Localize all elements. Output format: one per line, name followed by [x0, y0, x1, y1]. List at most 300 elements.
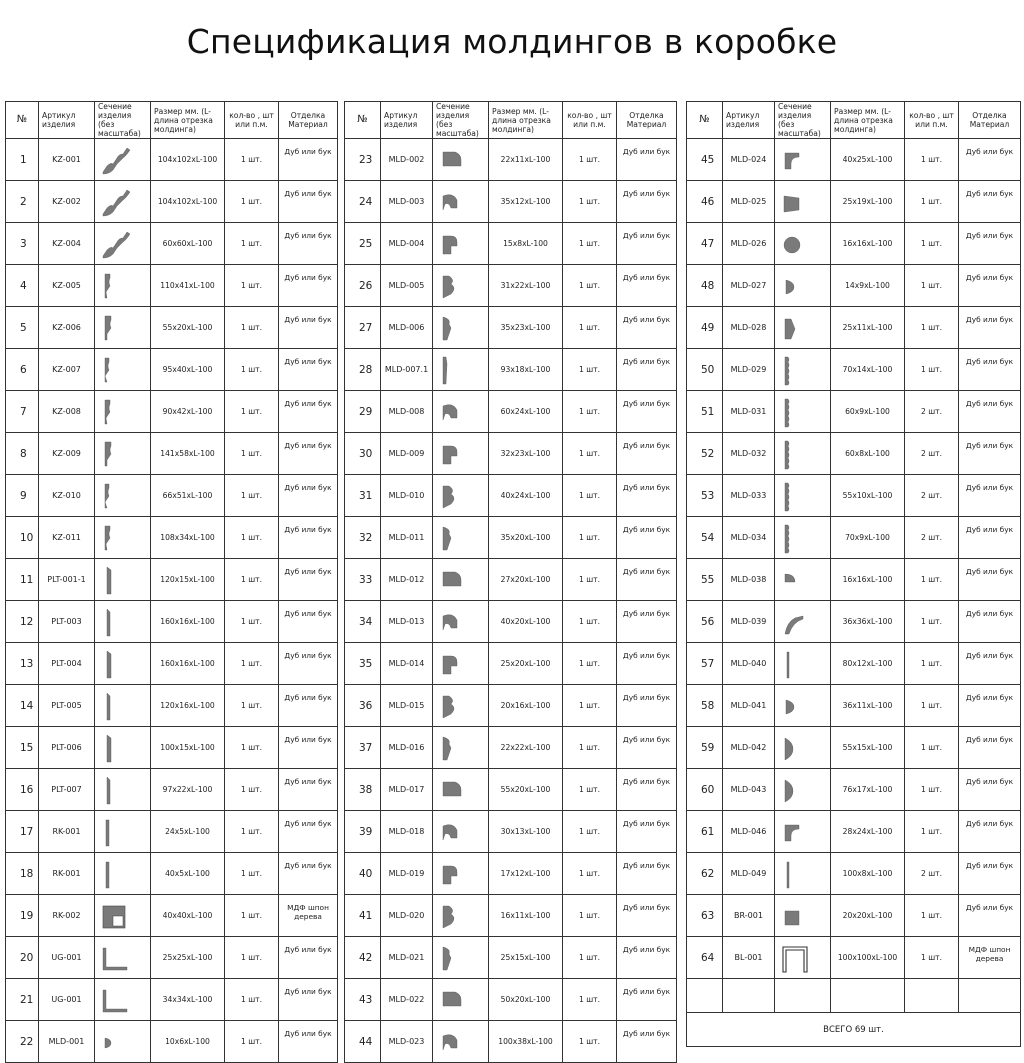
finish-value: Дуб или бук — [279, 769, 338, 811]
article-code: MLD-020 — [381, 895, 433, 937]
quantity-value: 1 шт. — [225, 433, 279, 475]
finish-value: Дуб или бук — [617, 559, 677, 601]
header-art: Артикул изделия — [39, 102, 95, 139]
article-code: KZ-001 — [39, 139, 95, 181]
quantity-value: 1 шт. — [905, 349, 959, 391]
finish-value: Дуб или бук — [959, 559, 1021, 601]
section-cell — [775, 517, 831, 559]
quantity-value: 1 шт. — [563, 685, 617, 727]
row-number: 45 — [687, 139, 723, 181]
quantity-value: 1 шт. — [563, 181, 617, 223]
article-code: KZ-011 — [39, 517, 95, 559]
finish-value: Дуб или бук — [959, 265, 1021, 307]
finish-value: Дуб или бук — [617, 223, 677, 265]
table-row — [687, 811, 1021, 853]
moulding-profile-icon — [437, 228, 471, 260]
quantity-value: 1 шт. — [563, 727, 617, 769]
quantity-value: 1 шт. — [225, 895, 279, 937]
quantity-value: 1 шт. — [225, 601, 279, 643]
table-row — [6, 307, 338, 349]
row-number: 40 — [345, 853, 381, 895]
quantity-value: 1 шт. — [563, 265, 617, 307]
finish-value: Дуб или бук — [959, 727, 1021, 769]
moulding-profile-icon — [437, 858, 471, 890]
size-value: 15x8xL-100 — [489, 223, 563, 265]
article-code: MLD-007.1 — [381, 349, 433, 391]
quantity-value: 1 шт. — [225, 223, 279, 265]
round-rod-icon — [779, 228, 813, 260]
section-cell — [775, 685, 831, 727]
quantity-value: 1 шт. — [905, 811, 959, 853]
size-value: 100x8xL-100 — [831, 853, 905, 895]
half-round-icon — [779, 690, 813, 722]
quantity-value: 1 шт. — [905, 223, 959, 265]
finish-value: Дуб или бук — [617, 853, 677, 895]
table-row — [6, 601, 338, 643]
finish-value: Дуб или бук — [617, 517, 677, 559]
section-cell — [433, 139, 489, 181]
table-row — [345, 559, 677, 601]
half-round-icon — [99, 1026, 133, 1058]
table-row — [6, 139, 338, 181]
table-row — [6, 517, 338, 559]
section-cell — [775, 433, 831, 475]
moulding-profile-icon — [437, 144, 471, 176]
section-cell — [775, 853, 831, 895]
row-number: 23 — [345, 139, 381, 181]
article-code: KZ-008 — [39, 391, 95, 433]
header-art: Артикул изделия — [381, 102, 433, 139]
article-code: KZ-004 — [39, 223, 95, 265]
spec-table-2 — [344, 101, 677, 1063]
quantity-value: 1 шт. — [563, 223, 617, 265]
finish-value: Дуб или бук — [617, 433, 677, 475]
finish-value: Дуб или бук — [617, 1021, 677, 1063]
quantity-value: 1 шт. — [225, 139, 279, 181]
empty-cell — [687, 979, 723, 1013]
table-row — [345, 769, 677, 811]
row-number: 62 — [687, 853, 723, 895]
section-cell — [95, 643, 151, 685]
table-row — [687, 307, 1021, 349]
finish-value: МДФ шпон дерева — [959, 937, 1021, 979]
article-code: MLD-042 — [723, 727, 775, 769]
fluted-strip-icon — [779, 522, 813, 554]
empty-cell — [905, 979, 959, 1013]
quantity-value: 1 шт. — [563, 811, 617, 853]
empty-cell — [959, 979, 1021, 1013]
table-row — [6, 643, 338, 685]
article-code: MLD-011 — [381, 517, 433, 559]
row-number: 48 — [687, 265, 723, 307]
table-row — [6, 1021, 338, 1063]
quantity-value: 1 шт. — [905, 685, 959, 727]
row-number: 13 — [6, 643, 39, 685]
row-number: 34 — [345, 601, 381, 643]
table-row — [6, 895, 338, 937]
size-value: 110x41xL-100 — [151, 265, 225, 307]
finish-value: Дуб или бук — [617, 727, 677, 769]
quantity-value: 1 шт. — [563, 979, 617, 1021]
article-code: MLD-015 — [381, 685, 433, 727]
article-code: KZ-009 — [39, 433, 95, 475]
table-row — [345, 433, 677, 475]
size-value: 14x9xL-100 — [831, 265, 905, 307]
finish-value: Дуб или бук — [279, 265, 338, 307]
section-cell — [95, 391, 151, 433]
section-cell — [95, 853, 151, 895]
table-row — [6, 391, 338, 433]
section-cell — [95, 559, 151, 601]
table-row — [345, 811, 677, 853]
moulding-profile-icon — [437, 690, 471, 722]
table-row — [345, 349, 677, 391]
quantity-value: 1 шт. — [225, 307, 279, 349]
section-cell — [433, 937, 489, 979]
quantity-value: 2 шт. — [905, 475, 959, 517]
row-number: 3 — [6, 223, 39, 265]
header-size: Размер мм. (L-длина отрезка молдинга) — [489, 102, 563, 139]
header-section: Сечение изделия (без масштаба) — [775, 102, 831, 139]
size-value: 28x24xL-100 — [831, 811, 905, 853]
article-code: BL-001 — [723, 937, 775, 979]
quantity-value: 1 шт. — [905, 601, 959, 643]
section-cell — [95, 769, 151, 811]
finish-value: Дуб или бук — [279, 853, 338, 895]
article-code: MLD-008 — [381, 391, 433, 433]
section-cell — [433, 265, 489, 307]
flat-strip-icon — [99, 816, 133, 848]
empty-cell — [831, 979, 905, 1013]
quantity-value: 1 шт. — [905, 643, 959, 685]
fluted-strip-icon — [779, 438, 813, 470]
table-row — [687, 937, 1021, 979]
article-code: MLD-018 — [381, 811, 433, 853]
half-round-icon — [779, 774, 813, 806]
size-value: 30x13xL-100 — [489, 811, 563, 853]
size-value: 90x42xL-100 — [151, 391, 225, 433]
section-cell — [433, 643, 489, 685]
quantity-value: 2 шт. — [905, 517, 959, 559]
moulding-profile-icon — [779, 312, 813, 344]
article-code: PLT-003 — [39, 601, 95, 643]
quantity-value: 1 шт. — [905, 307, 959, 349]
spec-table-1 — [5, 101, 338, 1063]
quantity-value: 1 шт. — [905, 895, 959, 937]
table-row — [687, 895, 1021, 937]
section-cell — [433, 727, 489, 769]
article-code: UG-001 — [39, 979, 95, 1021]
article-code: MLD-005 — [381, 265, 433, 307]
table-row — [687, 559, 1021, 601]
size-value: 16x16xL-100 — [831, 223, 905, 265]
table-row — [687, 433, 1021, 475]
quantity-value: 1 шт. — [905, 139, 959, 181]
size-value: 40x25xL-100 — [831, 139, 905, 181]
size-value: 36x11xL-100 — [831, 685, 905, 727]
section-cell — [433, 979, 489, 1021]
quantity-value: 1 шт. — [225, 727, 279, 769]
table-row — [687, 475, 1021, 517]
size-value: 40x5xL-100 — [151, 853, 225, 895]
article-code: MLD-033 — [723, 475, 775, 517]
table-row — [345, 685, 677, 727]
section-cell — [433, 769, 489, 811]
table-row — [345, 265, 677, 307]
article-code: MLD-004 — [381, 223, 433, 265]
quantity-value: 1 шт. — [225, 349, 279, 391]
table-row — [687, 601, 1021, 643]
moulding-profile-icon — [437, 1026, 471, 1058]
row-number: 53 — [687, 475, 723, 517]
finish-value: Дуб или бук — [279, 811, 338, 853]
finish-value: Дуб или бук — [279, 601, 338, 643]
row-number: 8 — [6, 433, 39, 475]
article-code: MLD-019 — [381, 853, 433, 895]
moulding-profile-icon — [437, 606, 471, 638]
half-round-icon — [779, 270, 813, 302]
row-number: 43 — [345, 979, 381, 1021]
spec-table-3 — [686, 101, 1021, 1047]
section-cell — [433, 853, 489, 895]
article-code: KZ-002 — [39, 181, 95, 223]
page-title: Спецификация молдингов в коробке — [186, 22, 838, 61]
finish-value: Дуб или бук — [959, 391, 1021, 433]
size-value: 93x18xL-100 — [489, 349, 563, 391]
table-row — [345, 601, 677, 643]
section-cell — [95, 601, 151, 643]
section-cell — [775, 265, 831, 307]
size-value: 25x11xL-100 — [831, 307, 905, 349]
row-number: 10 — [6, 517, 39, 559]
cove-profile-icon — [779, 606, 813, 638]
size-value: 55x10xL-100 — [831, 475, 905, 517]
finish-value: Дуб или бук — [959, 895, 1021, 937]
row-number: 61 — [687, 811, 723, 853]
quantity-value: 1 шт. — [563, 391, 617, 433]
finish-value: Дуб или бук — [279, 391, 338, 433]
table-row — [687, 853, 1021, 895]
table-row — [345, 517, 677, 559]
quantity-value: 1 шт. — [563, 559, 617, 601]
article-code: PLT-001-1 — [39, 559, 95, 601]
moulding-profile-icon — [437, 522, 471, 554]
skirting-profile-icon — [99, 564, 133, 596]
article-code: RK-001 — [39, 811, 95, 853]
quantity-value: 1 шт. — [905, 265, 959, 307]
header-count: кол-во , шт или п.м. — [225, 102, 279, 139]
row-number: 20 — [6, 937, 39, 979]
size-value: 25x19xL-100 — [831, 181, 905, 223]
row-number: 33 — [345, 559, 381, 601]
size-value: 27x20xL-100 — [489, 559, 563, 601]
size-value: 25x25xL-100 — [151, 937, 225, 979]
quantity-value: 1 шт. — [563, 937, 617, 979]
cornice-profile-icon — [99, 312, 133, 344]
skirting-profile-icon — [99, 648, 133, 680]
section-cell — [775, 811, 831, 853]
half-round-icon — [779, 732, 813, 764]
quantity-value: 1 шт. — [563, 517, 617, 559]
section-cell — [775, 475, 831, 517]
quantity-value: 1 шт. — [225, 643, 279, 685]
table-row — [6, 811, 338, 853]
quantity-value: 1 шт. — [225, 475, 279, 517]
article-code: RK-002 — [39, 895, 95, 937]
article-code: MLD-024 — [723, 139, 775, 181]
section-cell — [775, 307, 831, 349]
section-cell — [775, 643, 831, 685]
finish-value: Дуб или бук — [959, 769, 1021, 811]
skirting-profile-icon — [99, 690, 133, 722]
row-number: 49 — [687, 307, 723, 349]
frame-profile-icon — [779, 942, 813, 974]
section-cell — [433, 601, 489, 643]
finish-value: Дуб или бук — [279, 223, 338, 265]
corner-angle-icon — [99, 984, 133, 1016]
size-value: 35x23xL-100 — [489, 307, 563, 349]
section-cell — [95, 139, 151, 181]
section-cell — [95, 1021, 151, 1063]
quantity-value: 1 шт. — [225, 1021, 279, 1063]
row-number: 30 — [345, 433, 381, 475]
header-size: Размер мм. (L-длина отрезка молдинга) — [831, 102, 905, 139]
header-num: № — [345, 102, 381, 139]
size-value: 31x22xL-100 — [489, 265, 563, 307]
article-code: MLD-026 — [723, 223, 775, 265]
section-cell — [775, 349, 831, 391]
size-value: 50x20xL-100 — [489, 979, 563, 1021]
section-cell — [433, 811, 489, 853]
square-bar-icon — [779, 900, 813, 932]
article-code: MLD-017 — [381, 769, 433, 811]
finish-value: Дуб или бук — [617, 979, 677, 1021]
size-value: 22x11xL-100 — [489, 139, 563, 181]
table-row — [345, 727, 677, 769]
quantity-value: 2 шт. — [905, 433, 959, 475]
row-number: 64 — [687, 937, 723, 979]
article-code: PLT-005 — [39, 685, 95, 727]
row-number: 5 — [6, 307, 39, 349]
row-number: 60 — [687, 769, 723, 811]
size-value: 25x20xL-100 — [489, 643, 563, 685]
quantity-value: 1 шт. — [225, 559, 279, 601]
table-row — [6, 349, 338, 391]
quantity-value: 1 шт. — [905, 727, 959, 769]
finish-value: Дуб или бук — [279, 517, 338, 559]
section-cell — [95, 307, 151, 349]
section-cell — [775, 937, 831, 979]
table-row — [6, 853, 338, 895]
article-code: MLD-049 — [723, 853, 775, 895]
header-art: Артикул изделия — [723, 102, 775, 139]
table-row — [687, 643, 1021, 685]
table-row — [345, 307, 677, 349]
section-cell — [95, 223, 151, 265]
quantity-value: 1 шт. — [225, 181, 279, 223]
cornice-profile-icon — [99, 438, 133, 470]
row-number: 54 — [687, 517, 723, 559]
quantity-value: 1 шт. — [563, 643, 617, 685]
moulding-profile-icon — [437, 480, 471, 512]
flat-strip-icon — [99, 858, 133, 890]
finish-value: Дуб или бук — [959, 181, 1021, 223]
size-value: 108x34xL-100 — [151, 517, 225, 559]
finish-value: Дуб или бук — [279, 643, 338, 685]
finish-value: Дуб или бук — [959, 643, 1021, 685]
article-code: MLD-023 — [381, 1021, 433, 1063]
section-cell — [775, 601, 831, 643]
moulding-profile-icon — [437, 270, 471, 302]
size-value: 100x38xL-100 — [489, 1021, 563, 1063]
row-number: 14 — [6, 685, 39, 727]
header-count: кол-во , шт или п.м. — [563, 102, 617, 139]
article-code: MLD-029 — [723, 349, 775, 391]
size-value: 17x12xL-100 — [489, 853, 563, 895]
table-row — [345, 895, 677, 937]
table-header-row — [6, 102, 338, 139]
skirting-profile-icon — [99, 606, 133, 638]
row-number: 28 — [345, 349, 381, 391]
quarter-round-icon — [779, 564, 813, 596]
row-number: 55 — [687, 559, 723, 601]
size-value: 24x5xL-100 — [151, 811, 225, 853]
row-number: 2 — [6, 181, 39, 223]
total-row — [687, 1013, 1021, 1047]
row-number: 7 — [6, 391, 39, 433]
size-value: 70x9xL-100 — [831, 517, 905, 559]
row-number: 4 — [6, 265, 39, 307]
table-row — [345, 475, 677, 517]
article-code: MLD-021 — [381, 937, 433, 979]
table-row — [6, 727, 338, 769]
cornice-profile-icon — [99, 270, 133, 302]
header-size: Размер мм. (L-длина отрезка молдинга) — [151, 102, 225, 139]
finish-value: Дуб или бук — [617, 307, 677, 349]
article-code: KZ-006 — [39, 307, 95, 349]
row-number: 51 — [687, 391, 723, 433]
row-number: 24 — [345, 181, 381, 223]
row-number: 17 — [6, 811, 39, 853]
size-value: 160x16xL-100 — [151, 643, 225, 685]
article-code: PLT-004 — [39, 643, 95, 685]
size-value: 20x20xL-100 — [831, 895, 905, 937]
row-number: 37 — [345, 727, 381, 769]
quantity-value: 1 шт. — [563, 769, 617, 811]
article-code: PLT-007 — [39, 769, 95, 811]
finish-value: Дуб или бук — [617, 685, 677, 727]
article-code: KZ-005 — [39, 265, 95, 307]
quantity-value: 1 шт. — [563, 475, 617, 517]
size-value: 55x20xL-100 — [151, 307, 225, 349]
finish-value: Дуб или бук — [959, 223, 1021, 265]
finish-value: МДФ шпон дерева — [279, 895, 338, 937]
section-cell — [775, 139, 831, 181]
quantity-value: 1 шт. — [225, 937, 279, 979]
moulding-profile-icon — [437, 732, 471, 764]
row-number: 12 — [6, 601, 39, 643]
moulding-profile-icon — [437, 900, 471, 932]
header-finish: Отделка Материал — [279, 102, 338, 139]
moulding-profile-icon — [437, 186, 471, 218]
size-value: 16x16xL-100 — [831, 559, 905, 601]
article-code: MLD-038 — [723, 559, 775, 601]
table-row — [687, 769, 1021, 811]
quantity-value: 1 шт. — [563, 601, 617, 643]
finish-value: Дуб или бук — [959, 139, 1021, 181]
size-value: 104x102xL-100 — [151, 181, 225, 223]
header-num: № — [6, 102, 39, 139]
